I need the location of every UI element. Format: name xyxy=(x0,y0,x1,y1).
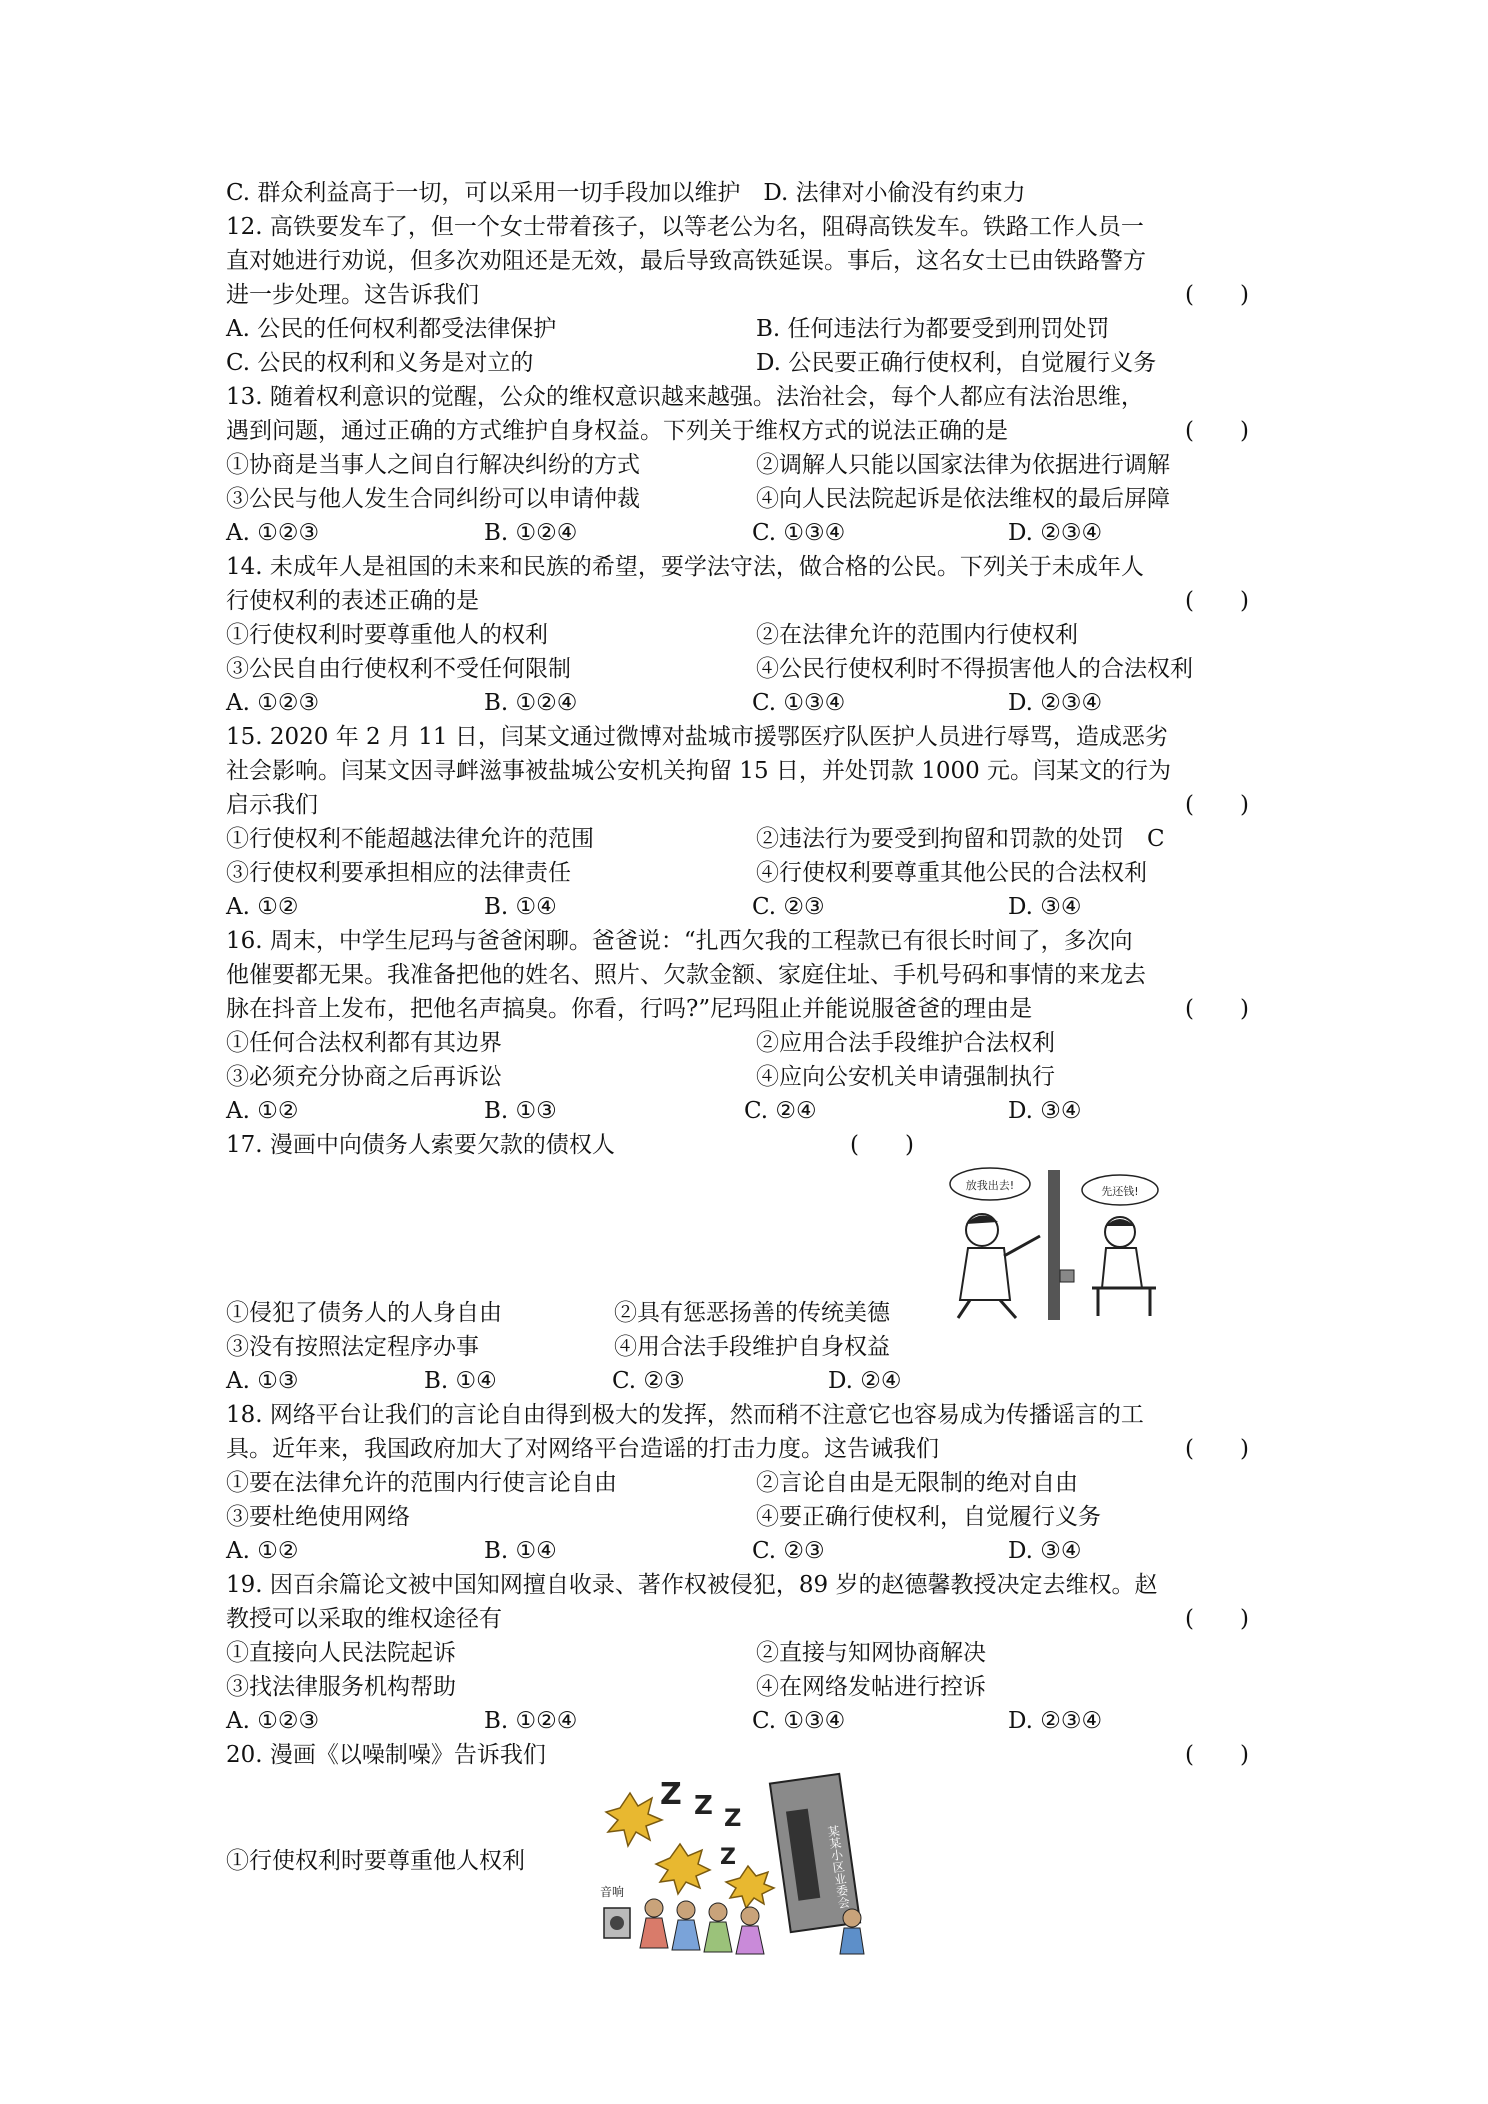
q13-option-b: B. ①②④ xyxy=(484,520,578,546)
q12-stem-line-2: 直对她进行劝说，但多次劝阻还是无效，最后导致高铁延误。事后，这名女士已由铁路警方 xyxy=(226,248,1146,274)
q18-stem-line-2: 具。近年来，我国政府加大了对网络平台造谣的打击力度。这告诫我们 xyxy=(226,1436,939,1462)
q16-statement-2: ②应用合法手段维护合法权利 xyxy=(756,1030,1055,1056)
q15-stem-line-1: 15. 2020 年 2 月 11 日，闫某文通过微博对盐城市援鄂医疗队医护人员进行辱骂，造成恶劣 xyxy=(226,724,1168,750)
q14-option-b: B. ①②④ xyxy=(484,690,578,716)
q16-option-a: A. ①② xyxy=(226,1098,299,1124)
q12-option-c: C. 公民的权利和义务是对立的 xyxy=(226,350,534,376)
q16-option-c: C. ②④ xyxy=(744,1098,817,1124)
q13-option-c: C. ①③④ xyxy=(752,520,846,546)
q13-stem-line-2: 遇到问题，通过正确的方式维护自身权益。下列关于维权方式的说法正确的是 xyxy=(226,418,1008,444)
q16-stem-line-2: 他催要都无果。我准备把他的姓名、照片、欠款金额、家庭住址、手机号码和事情的来龙去 xyxy=(226,962,1146,988)
q15-stem-line-3: 启示我们 xyxy=(226,792,318,818)
q12-stem-line-1: 12. 高铁要发车了，但一个女士带着孩子，以等老公为名，阻碍高铁发车。铁路工作人员一 xyxy=(226,214,1144,240)
q15-option-c: C. ②③ xyxy=(752,894,825,920)
q20-statement-1: ①行使权利时要尊重他人权利 xyxy=(226,1848,525,1874)
cartoon-bubble-left: 放我出去! xyxy=(965,1179,1015,1192)
sound-z-1: Z xyxy=(660,1777,682,1812)
q18-stem-line-1: 18. 网络平台让我们的言论自由得到极大的发挥，然而稍不注意它也容易成为传播谣言的工 xyxy=(226,1402,1144,1428)
q19-stem-line-1: 19. 因百余篇论文被中国知网擅自收录、著作权被侵犯，89 岁的赵德馨教授决定去维权。赵 xyxy=(226,1572,1158,1598)
q15-option-b: B. ①④ xyxy=(484,894,557,920)
q13-option-a: A. ①②③ xyxy=(226,520,320,546)
q12-option-d: D. 公民要正确行使权利，自觉履行义务 xyxy=(756,350,1157,376)
q14-statement-1: ①行使权利时要尊重他人的权利 xyxy=(226,622,548,648)
debt-collection-cartoon xyxy=(920,1160,1180,1320)
sound-z-2: Z xyxy=(694,1791,713,1821)
q19-option-d: D. ②③④ xyxy=(1008,1708,1103,1734)
q15-answer-blank: ( ) xyxy=(1185,792,1249,818)
sound-z-4: Z xyxy=(720,1845,736,1870)
q19-statement-4: ④在网络发帖进行控诉 xyxy=(756,1674,986,1700)
q20-stem-line-1: 20. 漫画《以噪制噪》告诉我们 xyxy=(226,1742,546,1768)
q12-option-b: B. 任何违法行为都要受到刑罚处罚 xyxy=(756,316,1110,342)
q16-answer-blank: ( ) xyxy=(1185,996,1249,1022)
q18-statement-1: ①要在法律允许的范围内行使言论自由 xyxy=(226,1470,617,1496)
speaker-sign: 某某小区业委会 xyxy=(825,1824,851,1910)
q19-statement-2: ②直接与知网协商解决 xyxy=(756,1640,986,1666)
q15-option-a: A. ①② xyxy=(226,894,299,920)
cartoon-bubble-right: 先还钱! xyxy=(1101,1185,1139,1198)
q19-option-b: B. ①②④ xyxy=(484,1708,578,1734)
q12-option-a: A. 公民的任何权利都受法律保护 xyxy=(226,316,557,342)
noise-cartoon xyxy=(590,1768,870,1958)
q19-stem-line-2: 教授可以采取的维权途径有 xyxy=(226,1606,502,1632)
q14-option-d: D. ②③④ xyxy=(1008,690,1103,716)
q13-statement-3: ③公民与他人发生合同纠纷可以申请仲裁 xyxy=(226,486,640,512)
q17-statement-3: ③没有按照法定程序办事 xyxy=(226,1334,479,1360)
q14-statement-4: ④公民行使权利时不得损害他人的合法权利 xyxy=(756,656,1193,682)
q14-statement-3: ③公民自由行使权利不受任何限制 xyxy=(226,656,571,682)
q11-option-line: C. 群众利益高于一切，可以采用一切手段加以维护 D. 法律对小偷没有约束力 xyxy=(226,180,1026,206)
q17-option-c: C. ②③ xyxy=(612,1368,685,1394)
q19-option-a: A. ①②③ xyxy=(226,1708,320,1734)
q16-option-b: B. ①③ xyxy=(484,1098,557,1124)
q19-option-c: C. ①③④ xyxy=(752,1708,846,1734)
q17-answer-blank: ( ) xyxy=(850,1132,914,1158)
q13-answer-blank: ( ) xyxy=(1185,418,1249,444)
q16-stem-line-3: 脉在抖音上发布，把他名声搞臭。你看，行吗?”尼玛阻止并能说服爸爸的理由是 xyxy=(226,996,1033,1022)
q17-option-d: D. ②④ xyxy=(828,1368,902,1394)
q17-statement-4: ④用合法手段维护自身权益 xyxy=(614,1334,890,1360)
q18-statement-2: ②言论自由是无限制的绝对自由 xyxy=(756,1470,1078,1496)
q16-statement-3: ③必须充分协商之后再诉讼 xyxy=(226,1064,502,1090)
q18-option-a: A. ①② xyxy=(226,1538,299,1564)
q14-answer-blank: ( ) xyxy=(1185,588,1249,614)
q18-statement-4: ④要正确行使权利，自觉履行义务 xyxy=(756,1504,1101,1530)
q15-statement-4: ④行使权利要尊重其他公民的合法权利 xyxy=(756,860,1147,886)
q14-statement-2: ②在法律允许的范围内行使权利 xyxy=(756,622,1078,648)
q12-answer-blank: ( ) xyxy=(1185,282,1249,308)
q16-option-d: D. ③④ xyxy=(1008,1098,1082,1124)
q17-statement-2: ②具有惩恶扬善的传统美德 xyxy=(614,1300,890,1326)
q13-stem-line-1: 13. 随着权利意识的觉醒，公众的维权意识越来越强。法治社会，每个人都应有法治思维， xyxy=(226,384,1144,410)
q13-statement-1: ①协商是当事人之间自行解决纠纷的方式 xyxy=(226,452,640,478)
q16-stem-line-1: 16. 周末，中学生尼玛与爸爸闲聊。爸爸说：“扎西欠我的工程款已有很长时间了，多次向 xyxy=(226,928,1133,954)
q16-statement-4: ④应向公安机关申请强制执行 xyxy=(756,1064,1055,1090)
q17-option-b: B. ①④ xyxy=(424,1368,497,1394)
q20-answer-blank: ( ) xyxy=(1185,1742,1249,1768)
q19-statement-1: ①直接向人民法院起诉 xyxy=(226,1640,456,1666)
q18-option-c: C. ②③ xyxy=(752,1538,825,1564)
q14-stem-line-2: 行使权利的表述正确的是 xyxy=(226,588,479,614)
q15-statement-1: ①行使权利不能超越法律允许的范围 xyxy=(226,826,594,852)
q17-option-a: A. ①③ xyxy=(226,1368,299,1394)
q15-stem-line-2: 社会影响。闫某文因寻衅滋事被盐城公安机关拘留 15 日，并处罚款 1000 元。闫某文的行为 xyxy=(226,758,1172,784)
q18-statement-3: ③要杜绝使用网络 xyxy=(226,1504,410,1530)
q18-option-b: B. ①④ xyxy=(484,1538,557,1564)
q15-statement-3: ③行使权利要承担相应的法律责任 xyxy=(226,860,571,886)
q14-option-a: A. ①②③ xyxy=(226,690,320,716)
q17-statement-1: ①侵犯了债务人的人身自由 xyxy=(226,1300,502,1326)
q18-answer-blank: ( ) xyxy=(1185,1436,1249,1462)
q19-answer-blank: ( ) xyxy=(1185,1606,1249,1632)
speaker-box-label: 音响 xyxy=(600,1885,625,1899)
q19-statement-3: ③找法律服务机构帮助 xyxy=(226,1674,456,1700)
q14-stem-line-1: 14. 未成年人是祖国的未来和民族的希望，要学法守法，做合格的公民。下列关于未成年人 xyxy=(226,554,1144,580)
q18-option-d: D. ③④ xyxy=(1008,1538,1082,1564)
q14-option-c: C. ①③④ xyxy=(752,690,846,716)
q15-option-d: D. ③④ xyxy=(1008,894,1082,920)
q16-statement-1: ①任何合法权利都有其边界 xyxy=(226,1030,502,1056)
q13-statement-4: ④向人民法院起诉是依法维权的最后屏障 xyxy=(756,486,1170,512)
q15-statement-2: ②违法行为要受到拘留和罚款的处罚 C xyxy=(756,826,1165,852)
sound-z-3: Z xyxy=(724,1804,742,1832)
q12-stem-line-3: 进一步处理。这告诉我们 xyxy=(226,282,479,308)
q13-option-d: D. ②③④ xyxy=(1008,520,1103,546)
q13-statement-2: ②调解人只能以国家法律为依据进行调解 xyxy=(756,452,1170,478)
q17-stem-line-1: 17. 漫画中向债务人索要欠款的债权人 xyxy=(226,1132,615,1158)
